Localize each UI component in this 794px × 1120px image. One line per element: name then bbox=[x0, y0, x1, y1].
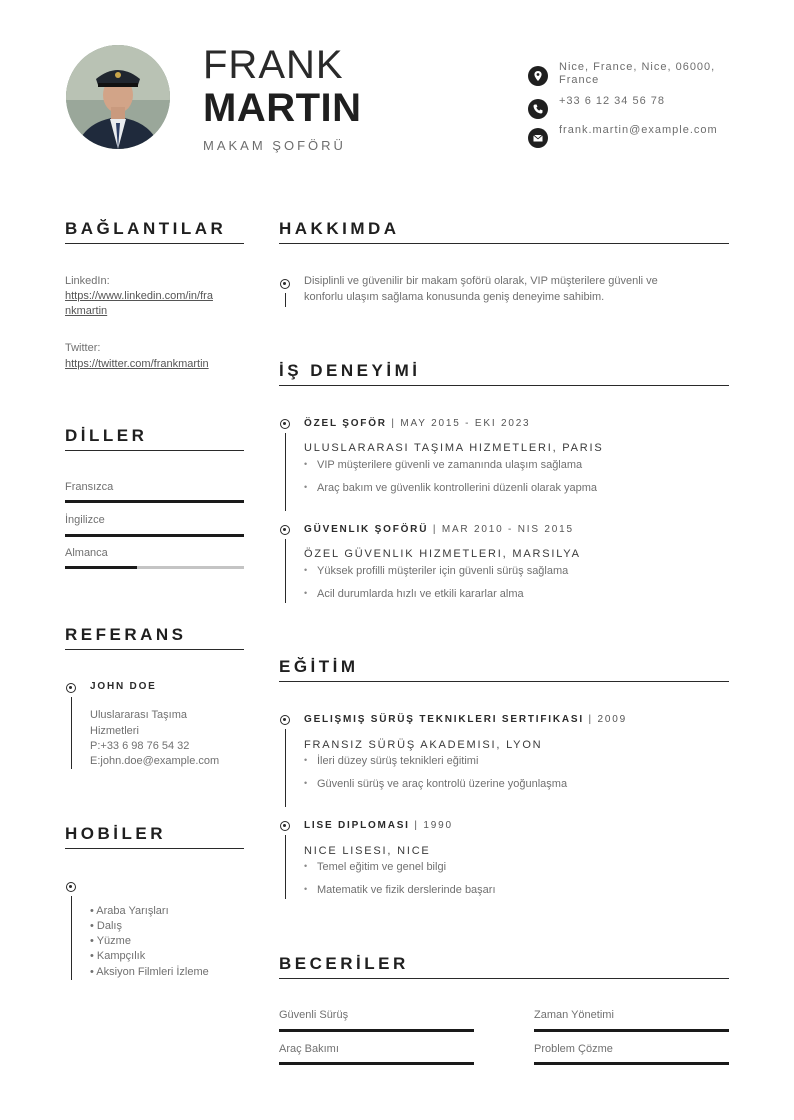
timeline-marker-icon bbox=[280, 715, 290, 725]
education-divider bbox=[279, 681, 729, 682]
contact-email bbox=[528, 124, 738, 156]
job-bullet: • Araç bakım ve güvenlik kontrollerini düzenli olarak yapma bbox=[317, 482, 597, 494]
language-bar bbox=[65, 566, 244, 569]
timeline-line bbox=[285, 539, 286, 603]
about-heading: HAKKIMDA bbox=[279, 219, 400, 238]
job-company: ULUSLARARASI TAŞIMA HIZMETLERI, PARIS bbox=[304, 442, 604, 454]
hobby-item: • Aksiyon Filmleri İzleme bbox=[90, 966, 209, 978]
timeline-line bbox=[285, 729, 286, 807]
phone-icon bbox=[528, 99, 548, 119]
language-bar-fill bbox=[65, 500, 244, 503]
reference-company-line1: Uluslararası Taşıma bbox=[90, 709, 187, 721]
timeline-marker-icon bbox=[280, 279, 290, 289]
references-heading: REFERANS bbox=[65, 625, 187, 644]
job-dates: MAR 2010 - NIS 2015 bbox=[441, 524, 574, 535]
timeline-line bbox=[71, 697, 72, 769]
education-entry-heading bbox=[304, 714, 627, 725]
about-text-line1: Disiplinli ve güvenilir bir makam şoförü olarak, VIP müşterilere güvenli ve bbox=[304, 275, 658, 287]
education-title: GELIŞMIŞ SÜRÜŞ TEKNIKLERI SERTIFIKASI bbox=[304, 714, 584, 725]
education-school: FRANSIZ SÜRÜŞ AKADEMISI, LYON bbox=[304, 739, 543, 751]
language-bar-fill bbox=[65, 566, 137, 569]
linkedin-link-line2[interactable]: nkmartin bbox=[65, 305, 108, 317]
skill-label: Güvenli Sürüş bbox=[279, 1009, 349, 1021]
separator: | bbox=[432, 524, 438, 535]
language-bar bbox=[65, 534, 244, 537]
linkedin-label: LinkedIn: bbox=[65, 275, 110, 287]
hobby-item: • Kampçılık bbox=[90, 950, 146, 962]
contact-email-text: frank.martin@example.com bbox=[559, 124, 718, 136]
education-dates: 1990 bbox=[423, 820, 453, 831]
timeline-line bbox=[71, 896, 72, 980]
about-divider bbox=[279, 243, 729, 244]
skills-divider bbox=[279, 978, 729, 979]
about-text-line2: konforlu ulaşım sağlama konusunda geniş deneyime sahibim. bbox=[304, 291, 605, 303]
last-name: MARTIN bbox=[203, 86, 362, 130]
skill-label: Araç Bakımı bbox=[279, 1043, 339, 1055]
links-heading: BAĞLANTILAR bbox=[65, 219, 227, 238]
job-entry-heading bbox=[304, 418, 530, 429]
skill-bar bbox=[279, 1062, 474, 1065]
skill-bar bbox=[279, 1029, 474, 1032]
separator: | bbox=[588, 714, 593, 725]
first-name: FRANK bbox=[203, 43, 344, 87]
education-bullet: • Temel eğitim ve genel bilgi bbox=[317, 861, 446, 873]
language-bar bbox=[65, 500, 244, 503]
job-bullet: • Acil durumlarda hızlı ve etkili kararlar alma bbox=[317, 588, 524, 600]
education-school: NICE LISESI, NICE bbox=[304, 845, 431, 857]
job-dates: MAY 2015 - EKI 2023 bbox=[400, 418, 531, 429]
timeline-marker-icon bbox=[66, 882, 76, 892]
skills-heading: BECERİLER bbox=[279, 954, 409, 973]
job-bullet: • VIP müşterilere güvenli ve zamanında ulaşım sağlama bbox=[317, 459, 582, 471]
skill-bar bbox=[534, 1062, 729, 1065]
job-title-text: ÖZEL ŞOFÖR bbox=[304, 418, 387, 429]
references-divider bbox=[65, 649, 244, 650]
contact-phone-text: +33 6 12 34 56 78 bbox=[559, 95, 665, 107]
linkedin-link-line1[interactable]: https://www.linkedin.com/in/fra bbox=[65, 290, 213, 302]
contact-address bbox=[528, 61, 738, 94]
envelope-icon bbox=[528, 128, 548, 148]
education-bullet: • İleri düzey sürüş teknikleri eğitimi bbox=[317, 755, 478, 767]
job-bullet: • Yüksek profilli müşteriler için güvenli sürüş sağlama bbox=[317, 565, 568, 577]
experience-heading: İŞ DENEYİMİ bbox=[279, 361, 421, 380]
education-heading: EĞİTİM bbox=[279, 657, 359, 676]
skill-label: Zaman Yönetimi bbox=[534, 1009, 614, 1021]
hobby-item: • Yüzme bbox=[90, 935, 131, 947]
reference-name: JOHN DOE bbox=[90, 681, 157, 692]
reference-company-line2: Hizmetleri bbox=[90, 725, 139, 737]
reference-phone: P:+33 6 98 76 54 32 bbox=[90, 740, 190, 752]
job-title-text: GÜVENLIK ŞOFÖRÜ bbox=[304, 524, 429, 535]
hobby-item: • Dalış bbox=[90, 920, 122, 932]
education-entry-heading bbox=[304, 820, 453, 831]
education-bullet: • Güvenli sürüş ve araç kontrolü üzerine yoğunlaşma bbox=[317, 778, 567, 790]
separator: | bbox=[414, 820, 419, 831]
skill-bar bbox=[534, 1029, 729, 1032]
timeline-marker-icon bbox=[280, 821, 290, 831]
timeline-line bbox=[285, 433, 286, 511]
separator: | bbox=[391, 418, 396, 429]
job-company: ÖZEL GÜVENLIK HIZMETLERI, MARSILYA bbox=[304, 548, 581, 560]
links-divider bbox=[65, 243, 244, 244]
experience-divider bbox=[279, 385, 729, 386]
contact-phone bbox=[528, 95, 738, 127]
language-name: Almanca bbox=[65, 547, 108, 559]
timeline-marker-icon bbox=[280, 419, 290, 429]
timeline-line bbox=[285, 293, 286, 307]
twitter-link[interactable]: https://twitter.com/frankmartin bbox=[65, 358, 209, 370]
hobbies-heading: HOBİLER bbox=[65, 824, 166, 843]
job-entry-heading bbox=[304, 524, 574, 535]
education-dates: 2009 bbox=[597, 714, 627, 725]
language-bar-fill bbox=[65, 534, 244, 537]
timeline-marker-icon bbox=[66, 683, 76, 693]
language-name: Fransızca bbox=[65, 481, 114, 493]
education-bullet: • Matematik ve fizik derslerinde başarı bbox=[317, 884, 496, 896]
timeline-marker-icon bbox=[280, 525, 290, 535]
language-name: İngilizce bbox=[65, 514, 105, 526]
hobby-item: • Araba Yarışları bbox=[90, 905, 169, 917]
location-pin-icon bbox=[528, 66, 548, 86]
hobbies-divider bbox=[65, 848, 244, 849]
reference-email: E:john.doe@example.com bbox=[90, 755, 220, 767]
contact-address-text: Nice, France, Nice, 06000, France bbox=[559, 61, 716, 86]
timeline-line bbox=[285, 835, 286, 899]
person-portrait-icon bbox=[66, 45, 170, 149]
profile-photo bbox=[66, 45, 170, 149]
languages-heading: DİLLER bbox=[65, 426, 148, 445]
skill-label: Problem Çözme bbox=[534, 1043, 613, 1055]
job-title: MAKAM ŞOFÖRÜ bbox=[203, 138, 346, 153]
education-title: LISE DIPLOMASI bbox=[304, 820, 410, 831]
languages-divider bbox=[65, 450, 244, 451]
twitter-label: Twitter: bbox=[65, 342, 101, 354]
